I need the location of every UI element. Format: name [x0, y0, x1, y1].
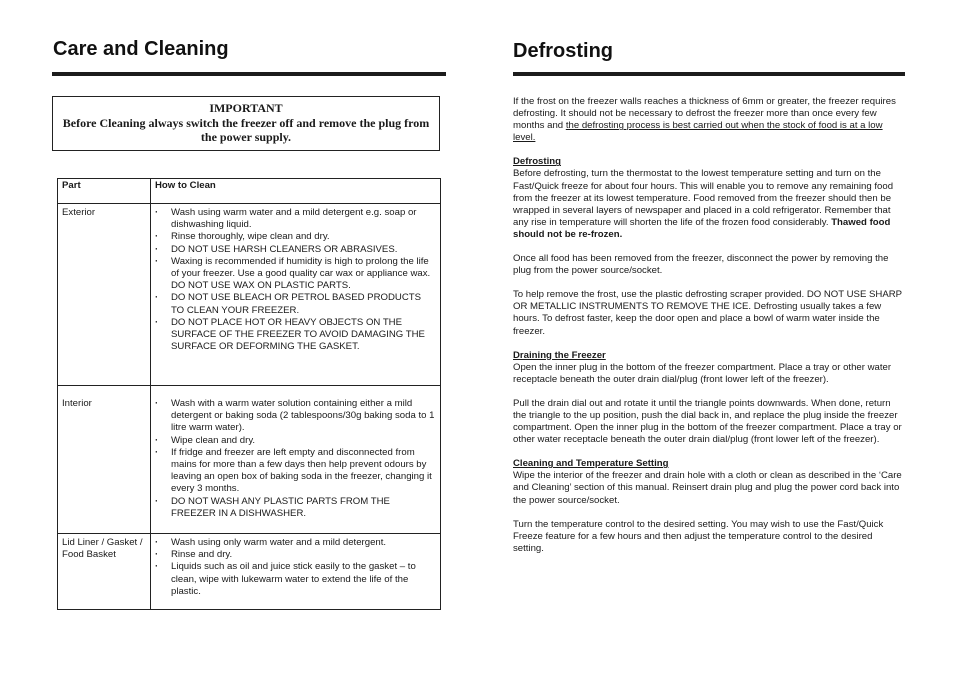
- paragraph: Once all food has been removed from the freezer, disconnect the power by removing the plug from the power source/socket.: [513, 253, 889, 277]
- defrosting-title: Defrosting: [513, 40, 613, 62]
- part-cell: Interior: [58, 386, 151, 534]
- list-item: · Rinse thoroughly, wipe clean and dry.: [155, 231, 436, 243]
- part-cell: Lid Liner / Gasket / Food Basket: [58, 534, 151, 610]
- intro-text: If the frost on the freezer walls reaches a thickness of 6mm or greater, the freezer requires defrosting. It should not be necessary to defrost the freezer more than once every few months and: [513, 96, 896, 132]
- table-row: [58, 534, 441, 610]
- list-item: · DO NOT USE HARSH CLEANERS OR ABRASIVES.: [155, 244, 436, 256]
- cleaning-text: Wipe the interior of the freezer and drain hole with a cloth or clean as described in the ‘Care and Cleaning’ section of this manual. Reinsert drain plug and plug the power cord back into the power source/socket.: [513, 470, 902, 506]
- list-item: · Waxing is recommended if humidity is high to prolong the life of your freezer. Use a good quality car wax or appliance wax. DO NOT USE WAX ON PLASTIC PARTS.: [155, 256, 436, 293]
- list-item: · Liquids such as oil and juice stick easily to the gasket – to clean, wipe with lukewarm water to extend the life of the plastic.: [155, 561, 436, 598]
- table-row: [58, 204, 441, 386]
- list-item: · Wash with a warm water solution containing either a mild detergent or baking soda (2 tablespoons/30g baking soda to 1 litre warm water).: [155, 398, 436, 435]
- paragraph: Pull the drain dial out and rotate it until the triangle points downwards. When done, return the triangle to the up position, push the dial back in, and replace the plug inside the freezer compartment. Open the inner plug in the bottom of the freezer compartment. Place a tray or other water receptacle beneath the outer drain dial/plug (front lower left of the freezer).: [513, 397, 902, 446]
- intro-paragraph: [513, 96, 905, 144]
- how-cell: [151, 534, 441, 610]
- list-item: · Wash using warm water and a mild detergent e.g. soap or dishwashing liquid.: [155, 207, 436, 231]
- paragraph: To help remove the frost, use the plastic defrosting scraper provided. DO NOT USE SHARP OR METALLIC INSTRUMENTS TO REMOVE THE ICE. Defrosting usually takes a few hours. To defrost faster, keep the door open and place a bowl of warm water inside the freezer.: [513, 289, 902, 337]
- list-item: · DO NOT USE BLEACH OR PETROL BASED PRODUCTS TO CLEAN YOUR FREEZER.: [155, 292, 436, 316]
- table-header-row: [58, 179, 441, 204]
- list-item: · DO NOT PLACE HOT OR HEAVY OBJECTS ON THE SURFACE OF THE FREEZER TO AVOID DAMAGING THE SURFACE OR DEFORMING THE GASKET.: [155, 317, 436, 354]
- title-rule: [52, 72, 446, 76]
- title-rule: [513, 72, 905, 76]
- table-row: [58, 386, 441, 534]
- list-item: · Wipe clean and dry.: [155, 435, 436, 447]
- draining-paragraph: [513, 350, 905, 386]
- list-item: · DO NOT WASH ANY PLASTIC PARTS FROM THE FREEZER IN A DISHWASHER.: [155, 496, 436, 520]
- list-item: · If fridge and freezer are left empty and disconnected from mains for more than a few days then help prevent odours by leaving an open box of baking soda in the freezer, changing it every 3 months.: [155, 447, 436, 496]
- important-body: Before Cleaning always switch the freezer off and remove the plug from the power supply.: [62, 115, 430, 144]
- paragraph: Turn the temperature control to the desired setting. You may wish to use the Fast/Quick Freeze feature for a few hours and then adjust the temperature control to the desired setting.: [513, 518, 884, 554]
- care-cleaning-title: Care and Cleaning: [53, 38, 229, 60]
- intro-underlined-text: the defrosting process is best carried out when the stock of food is at a low level.: [513, 120, 883, 144]
- col-header-part: Part: [58, 179, 151, 204]
- cleaning-heading: Cleaning and Temperature Setting: [513, 458, 669, 470]
- how-cell: [151, 204, 441, 386]
- draining-text: Open the inner plug in the bottom of the freezer compartment. Place a tray or other water receptacle beneath the outer drain dial/plug (front lower left of the freezer).: [513, 361, 892, 385]
- defrosting-section: [513, 96, 905, 567]
- how-cell: [151, 386, 441, 534]
- important-notice: [52, 96, 440, 151]
- list-item: · Wash using only warm water and a mild detergent.: [155, 537, 436, 549]
- cleaning-table: [57, 178, 441, 610]
- draining-heading: Draining the Freezer: [513, 349, 606, 361]
- list-item: · Rinse and dry.: [155, 549, 436, 561]
- defrosting-paragraph: [513, 156, 905, 241]
- important-heading: IMPORTANT: [209, 101, 283, 115]
- defrosting-heading: Defrosting: [513, 156, 561, 168]
- cleaning-paragraph: [513, 458, 905, 506]
- col-header-how: How to Clean: [151, 179, 441, 204]
- defrosting-text: Before defrosting, turn the thermostat to the lowest temperature setting and turn on the Fast/Quick freeze for about four hours. This will enable you to remove any remaining food from the freezer at its lowest temperature. Food removed from the freezer should then be wrapped in several layers of newspaper and placed in a cold refrigerator. Remember that any rise in temperature will shorten the life of the frozen food considerably.: [513, 168, 894, 228]
- part-cell: Exterior: [58, 204, 151, 386]
- defrosting-warning: Thawed food should not be re-frozen.: [513, 216, 891, 240]
